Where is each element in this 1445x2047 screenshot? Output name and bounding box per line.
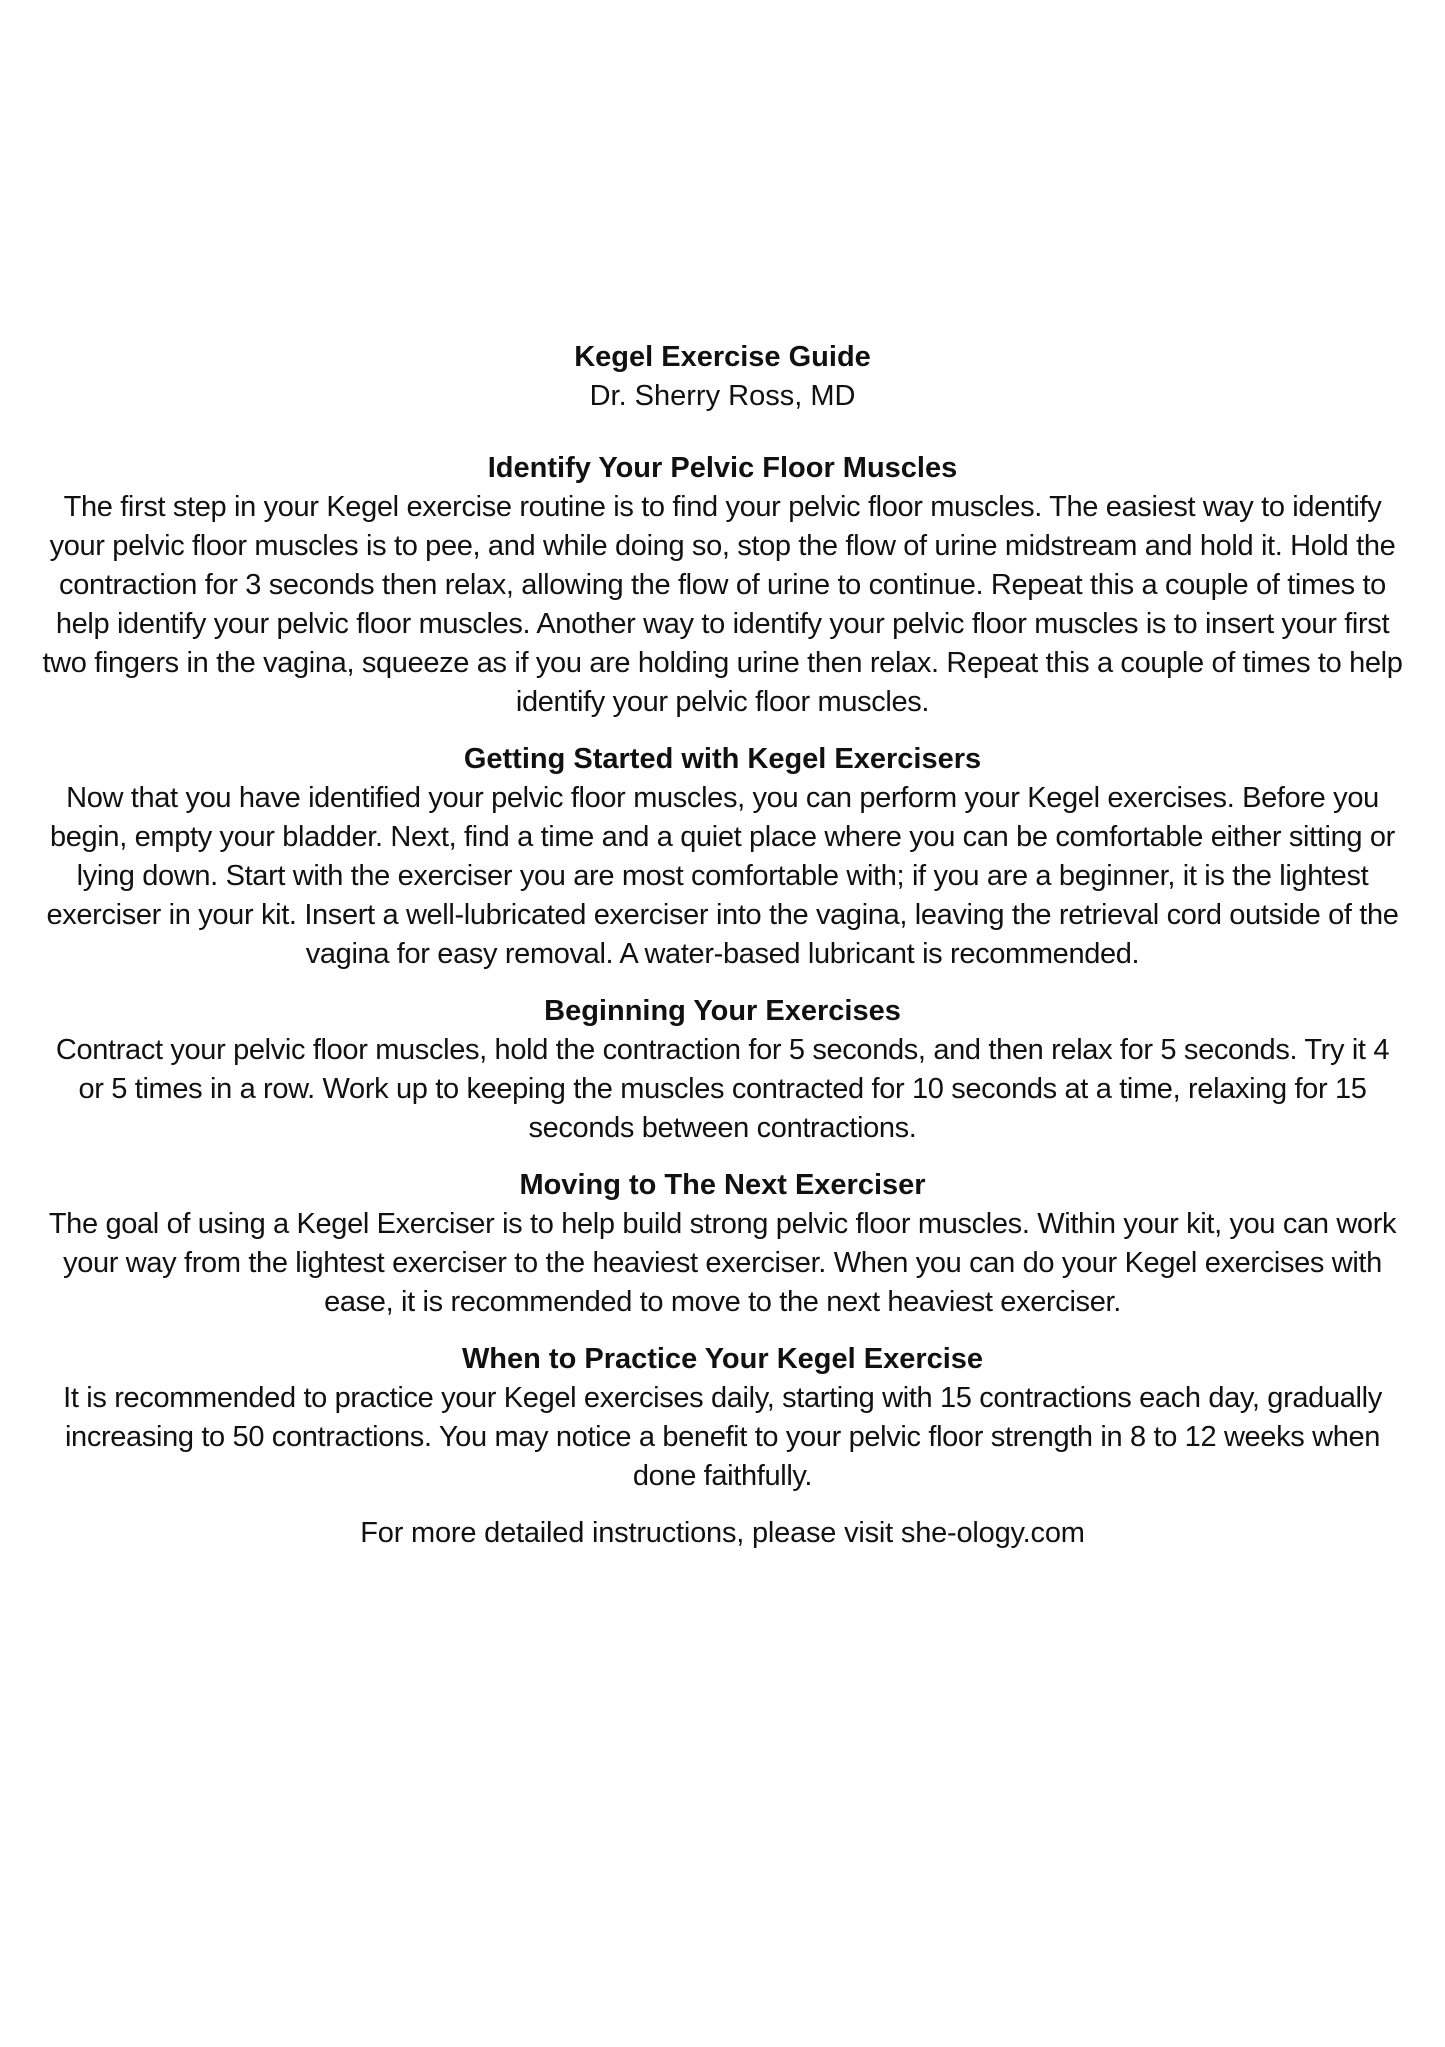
section-body: Now that you have identified your pelvic floor muscles, you can perform your Kegel exercises. Before you begin, empty your bladder. Next, find a time and a quiet place where you can be comfortable either sitting or lying down. Start with the exerciser you are most comfortable with; if you are a beginner, it is the lightest exerciser in your kit. Insert a well-lubricated exerciser into the vagina, leaving the retrieval cord outside of the vagina for easy removal. A water-based lubricant is recommended. — [46, 782, 1399, 970]
document-author: Dr. Sherry Ross, MD — [589, 380, 856, 412]
section-heading: Getting Started with Kegel Exercisers — [463, 743, 982, 775]
section-body: It is recommended to practice your Kegel exercises daily, starting with 15 contractions each day, gradually increasing to 50 contractions. You may notice a benefit to your pelvic floor strength in 8 to 12 weeks when done faithfully. — [63, 1382, 1382, 1492]
section-beginning-exercises — [40, 992, 1405, 1148]
section-body: Contract your pelvic floor muscles, hold the contraction for 5 seconds, and then relax for 5 seconds. Try it 4 or 5 times in a row. Work up to keeping the muscles contracted for 10 seconds at a time, relaxing for 15 seconds between contractions. — [55, 1034, 1390, 1144]
document-title: Kegel Exercise Guide — [574, 341, 871, 373]
more-instructions-footer: For more detailed instructions, please visit she-ology.com — [360, 1517, 1085, 1549]
section-next-exerciser — [40, 1166, 1405, 1322]
section-heading: When to Practice Your Kegel Exercise — [461, 1343, 984, 1375]
section-heading: Moving to The Next Exerciser — [519, 1169, 926, 1201]
section-heading: Identify Your Pelvic Floor Muscles — [487, 452, 958, 484]
section-when-to-practice — [40, 1340, 1405, 1496]
section-body: The first step in your Kegel exercise routine is to find your pelvic floor muscles. The easiest way to identify your pelvic floor muscles is to pee, and while doing so, stop the flow of urine midstream and hold it. Hold the contraction for 3 seconds then relax, allowing the flow of urine to continue. Repeat this a couple of times to help identify your pelvic floor muscles. Another way to identify your pelvic floor muscles is to insert your first two fingers in the vagina, squeeze as if you are holding urine then relax. Repeat this a couple of times to help identify your pelvic floor muscles. — [42, 491, 1403, 718]
document-page — [40, 338, 1405, 1553]
section-body: The goal of using a Kegel Exerciser is to help build strong pelvic floor muscles. Within your kit, you can work your way from the lightest exerciser to the heaviest exerciser. When you can do your Kegel exercises with ease, it is recommended to move to the next heaviest exerciser. — [48, 1208, 1397, 1318]
section-getting-started — [40, 740, 1405, 974]
section-heading: Beginning Your Exercises — [544, 995, 901, 1027]
section-identify-muscles — [40, 449, 1405, 722]
